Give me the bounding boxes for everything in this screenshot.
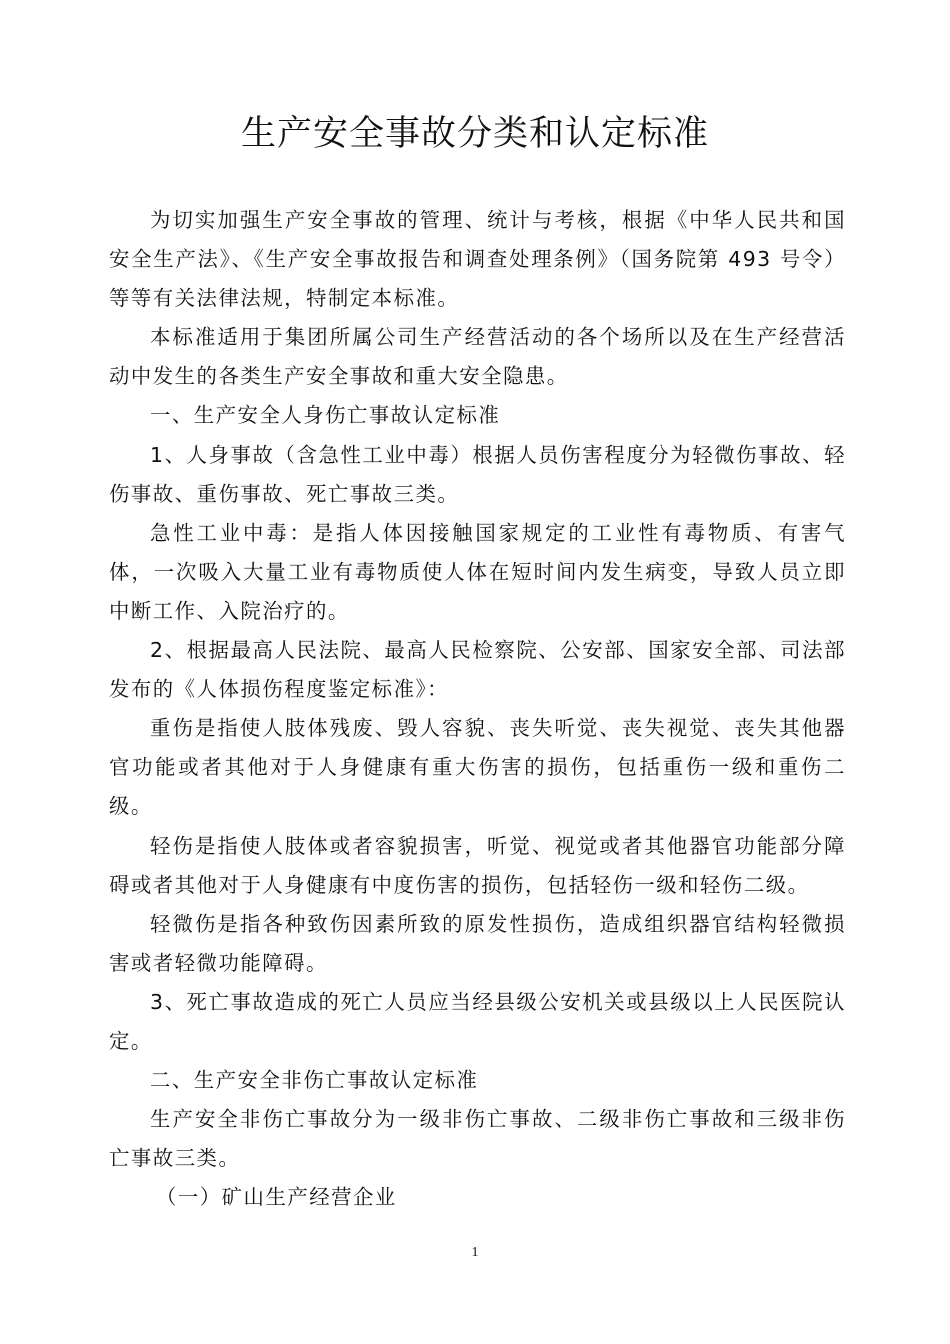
section-heading-casualty: 一、生产安全人身伤亡事故认定标准 — [150, 403, 501, 428]
paragraph-serious-injury: 重伤是指使人肢体残废、毁人容貌、丧失听觉、丧失视觉、丧失其他器官功能或者其他对于人身健康有重大伤害的损伤，包括重伤一级和重伤二级。 — [109, 716, 846, 819]
document-title: 生产安全事故分类和认定标准 — [240, 114, 709, 154]
paragraph-poisoning-definition: 急性工业中毒：是指人体因接触国家规定的工业性有毒物质、有害气体，一次吸入大量工业有毒物质使人体在短时间内发生病变，导致人员立即中断工作、入院治疗的。 — [109, 520, 846, 623]
paragraph-item-2: 2、根据最高人民法院、最高人民检察院、公安部、国家安全部、司法部发布的《人体损伤程度鉴定标准》： — [109, 638, 846, 702]
document-body — [109, 201, 846, 1217]
paragraph-item-3: 3、死亡事故造成的死亡人员应当经县级公安机关或县级以上人民医院认定。 — [109, 989, 846, 1053]
section-heading-non-casualty: 二、生产安全非伤亡事故认定标准 — [150, 1068, 479, 1093]
paragraph-non-casualty-classes: 生产安全非伤亡事故分为一级非伤亡事故、二级非伤亡事故和三级非伤亡事故三类。 — [109, 1107, 846, 1171]
paragraph-intro: 为切实加强生产安全事故的管理、统计与考核，根据《中华人民共和国安全生产法》、《生产安全事故报告和调查处理条例》（国务院第 493 号令）等等有关法律法规，特制定本标准。 — [109, 208, 846, 311]
page-number: 1 — [471, 1245, 479, 1260]
paragraph-slight-injury: 轻微伤是指各种致伤因素所致的原发性损伤，造成组织器官结构轻微损害或者轻微功能障碍。 — [109, 911, 846, 975]
paragraph-scope: 本标准适用于集团所属公司生产经营活动的各个场所以及在生产经营活动中发生的各类生产安全事故和重大安全隐患。 — [109, 325, 846, 389]
subheading-mining: （一）矿山生产经营企业 — [156, 1185, 397, 1210]
paragraph-item-1: 1、人身事故（含急性工业中毒）根据人员伤害程度分为轻微伤事故、轻伤事故、重伤事故、死亡事故三类。 — [109, 442, 846, 506]
paragraph-minor-injury: 轻伤是指使人肢体或者容貌损害，听觉、视觉或者其他器官功能部分障碍或者其他对于人身健康有中度伤害的损伤，包括轻伤一级和轻伤二级。 — [109, 833, 846, 897]
